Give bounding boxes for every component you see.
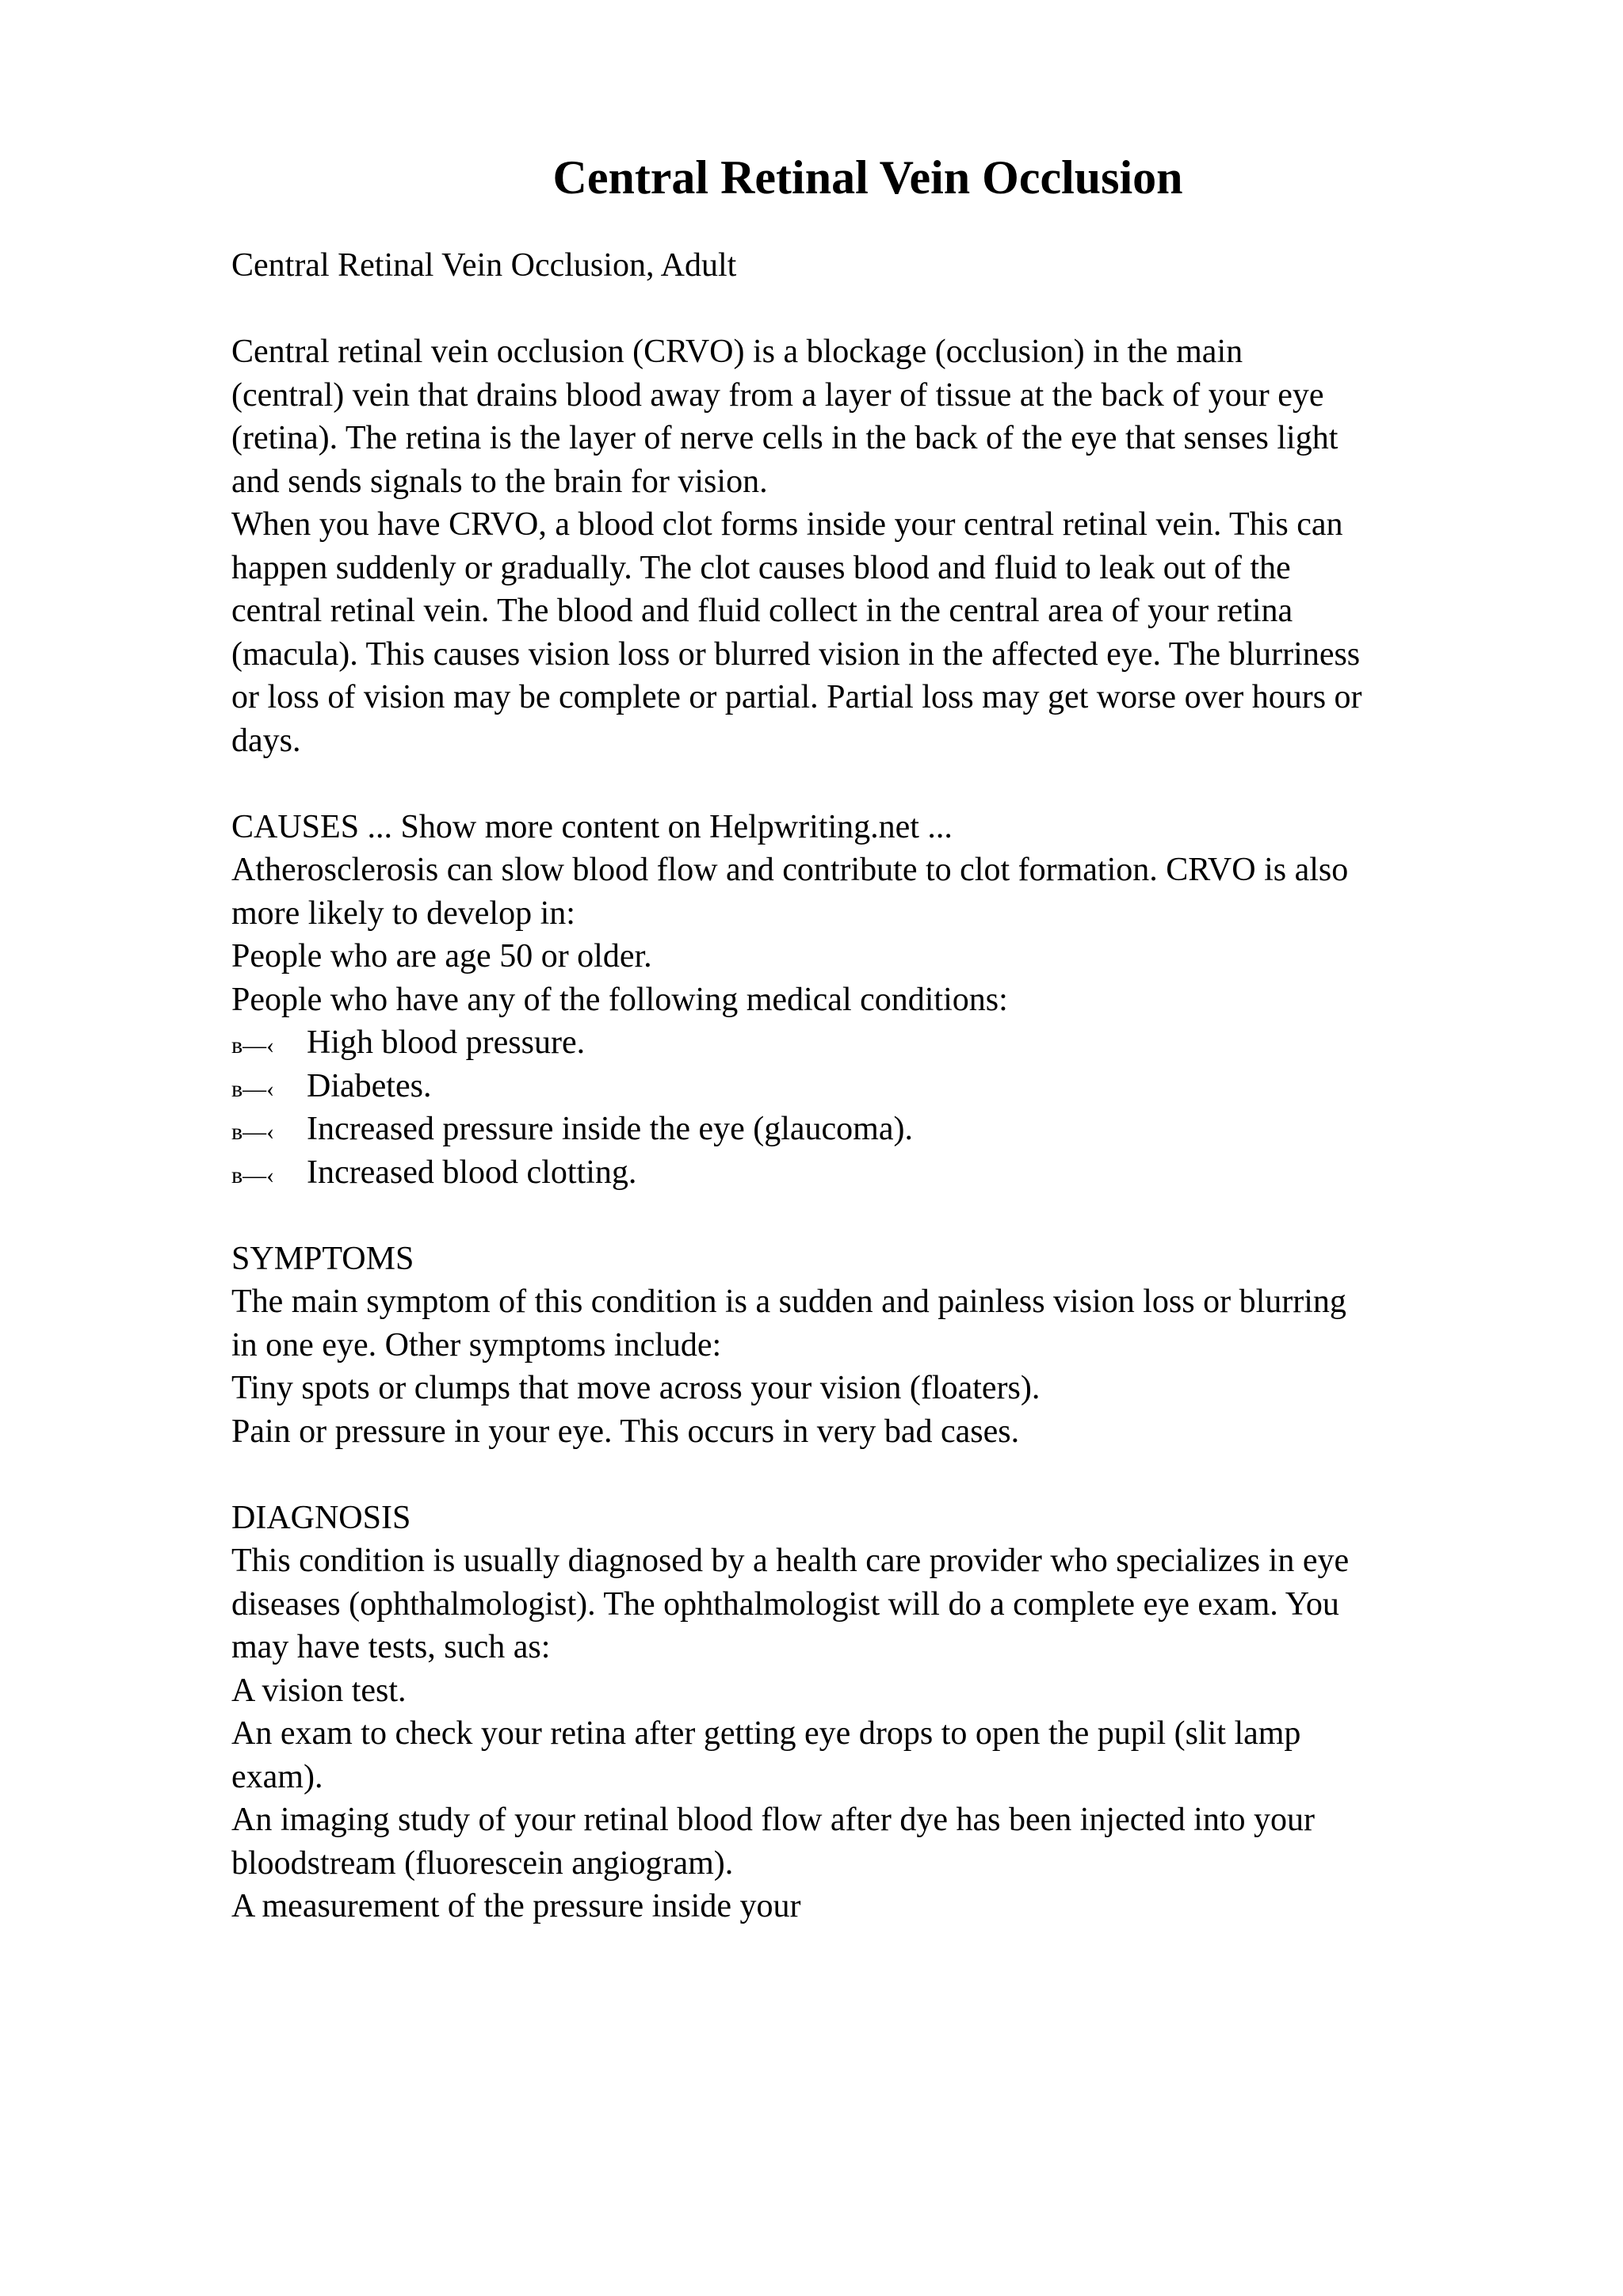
intro-paragraph xyxy=(231,330,1499,762)
document-title: Central Retinal Vein Occlusion xyxy=(552,151,1183,204)
text-line: (central) vein that drains blood away from a layer of tissue at the back of your eye xyxy=(231,376,1324,414)
bullet-text: Increased pressure inside the eye (glaucoma). xyxy=(307,1111,913,1147)
diagnosis-section xyxy=(231,1497,1499,1928)
document-body xyxy=(231,244,1499,1928)
text-line: This condition is usually diagnosed by a health care provider who specializes in eye xyxy=(231,1543,1350,1579)
text-line: more likely to develop in: xyxy=(231,894,575,932)
text-line: The main symptom of this condition is a sudden and painless vision loss or blurring xyxy=(231,1283,1346,1320)
bullet-glyph: в—‹ xyxy=(231,1119,275,1145)
bullet-glyph: в—‹ xyxy=(231,1075,275,1102)
text-line: Atherosclerosis can slow blood flow and contribute to clot formation. CRVO is also xyxy=(231,852,1349,888)
text-line: or loss of vision may be complete or partial. Partial loss may get worse over hours or xyxy=(231,679,1362,715)
bullet-glyph: в—‹ xyxy=(231,1161,275,1188)
text-line: An imaging study of your retinal blood flow after dye has been injected into your xyxy=(231,1802,1315,1838)
text-line: in one eye. Other symptoms include: xyxy=(231,1326,722,1363)
bullet-item xyxy=(231,1108,1499,1151)
text-line: An exam to check your retina after getting eye drops to open the pupil (slit lamp xyxy=(231,1715,1301,1752)
text-line: Pain or pressure in your eye. This occurs in very bad cases. xyxy=(231,1413,1020,1450)
text-line: may have tests, such as: xyxy=(231,1629,551,1665)
text-line: and sends signals to the brain for vision. xyxy=(231,463,768,500)
text-line: diseases (ophthalmologist). The ophthalmologist will do a complete eye exam. You xyxy=(231,1585,1339,1623)
text-line: Tiny spots or clumps that move across your vision (floaters). xyxy=(231,1370,1041,1406)
text-line: (macula). This causes vision loss or blurred vision in the affected eye. The blurriness xyxy=(231,635,1361,673)
paragraph-gap xyxy=(231,1453,1499,1497)
paragraph-gap xyxy=(231,762,1499,806)
bullet-item xyxy=(231,1021,1499,1065)
paragraph-gap xyxy=(231,1194,1499,1238)
text-line: People who are age 50 or older. xyxy=(231,938,652,974)
symptoms-heading: SYMPTOMS xyxy=(231,1240,414,1277)
bullet-text: Increased blood clotting. xyxy=(307,1154,637,1191)
text-line: A measurement of the pressure inside your xyxy=(231,1888,801,1924)
bullet-item xyxy=(231,1065,1499,1108)
symptoms-section xyxy=(231,1238,1499,1454)
text-line: (retina). The retina is the layer of nerve cells in the back of the eye that senses light xyxy=(231,420,1338,456)
text-line: happen suddenly or gradually. The clot causes blood and fluid to leak out of the xyxy=(231,549,1291,586)
text-line: days. xyxy=(231,722,301,759)
diagnosis-heading: DIAGNOSIS xyxy=(231,1499,411,1536)
text-line: bloodstream (fluorescein angiogram). xyxy=(231,1844,734,1882)
text-line: A vision test. xyxy=(231,1672,407,1709)
paragraph-gap xyxy=(231,288,1499,331)
bullet-item xyxy=(231,1151,1499,1195)
text-line: exam). xyxy=(231,1758,323,1795)
bullet-text: High blood pressure. xyxy=(307,1024,586,1061)
bullet-text: Diabetes. xyxy=(307,1067,432,1104)
document-subtitle: Central Retinal Vein Occlusion, Adult xyxy=(231,247,737,284)
text-line: central retinal vein. The blood and fluid collect in the central area of your retina xyxy=(231,593,1293,629)
bullet-glyph: в—‹ xyxy=(231,1032,275,1058)
text-line: People who have any of the following medical conditions: xyxy=(231,981,1008,1018)
text-line: When you have CRVO, a blood clot forms inside your central retinal vein. This can xyxy=(231,506,1343,543)
causes-heading: CAUSES ... Show more content on Helpwriting.net ... xyxy=(231,808,953,845)
causes-section xyxy=(231,806,1499,1195)
text-line: Central retinal vein occlusion (CRVO) is a blockage (occlusion) in the main xyxy=(231,334,1243,370)
